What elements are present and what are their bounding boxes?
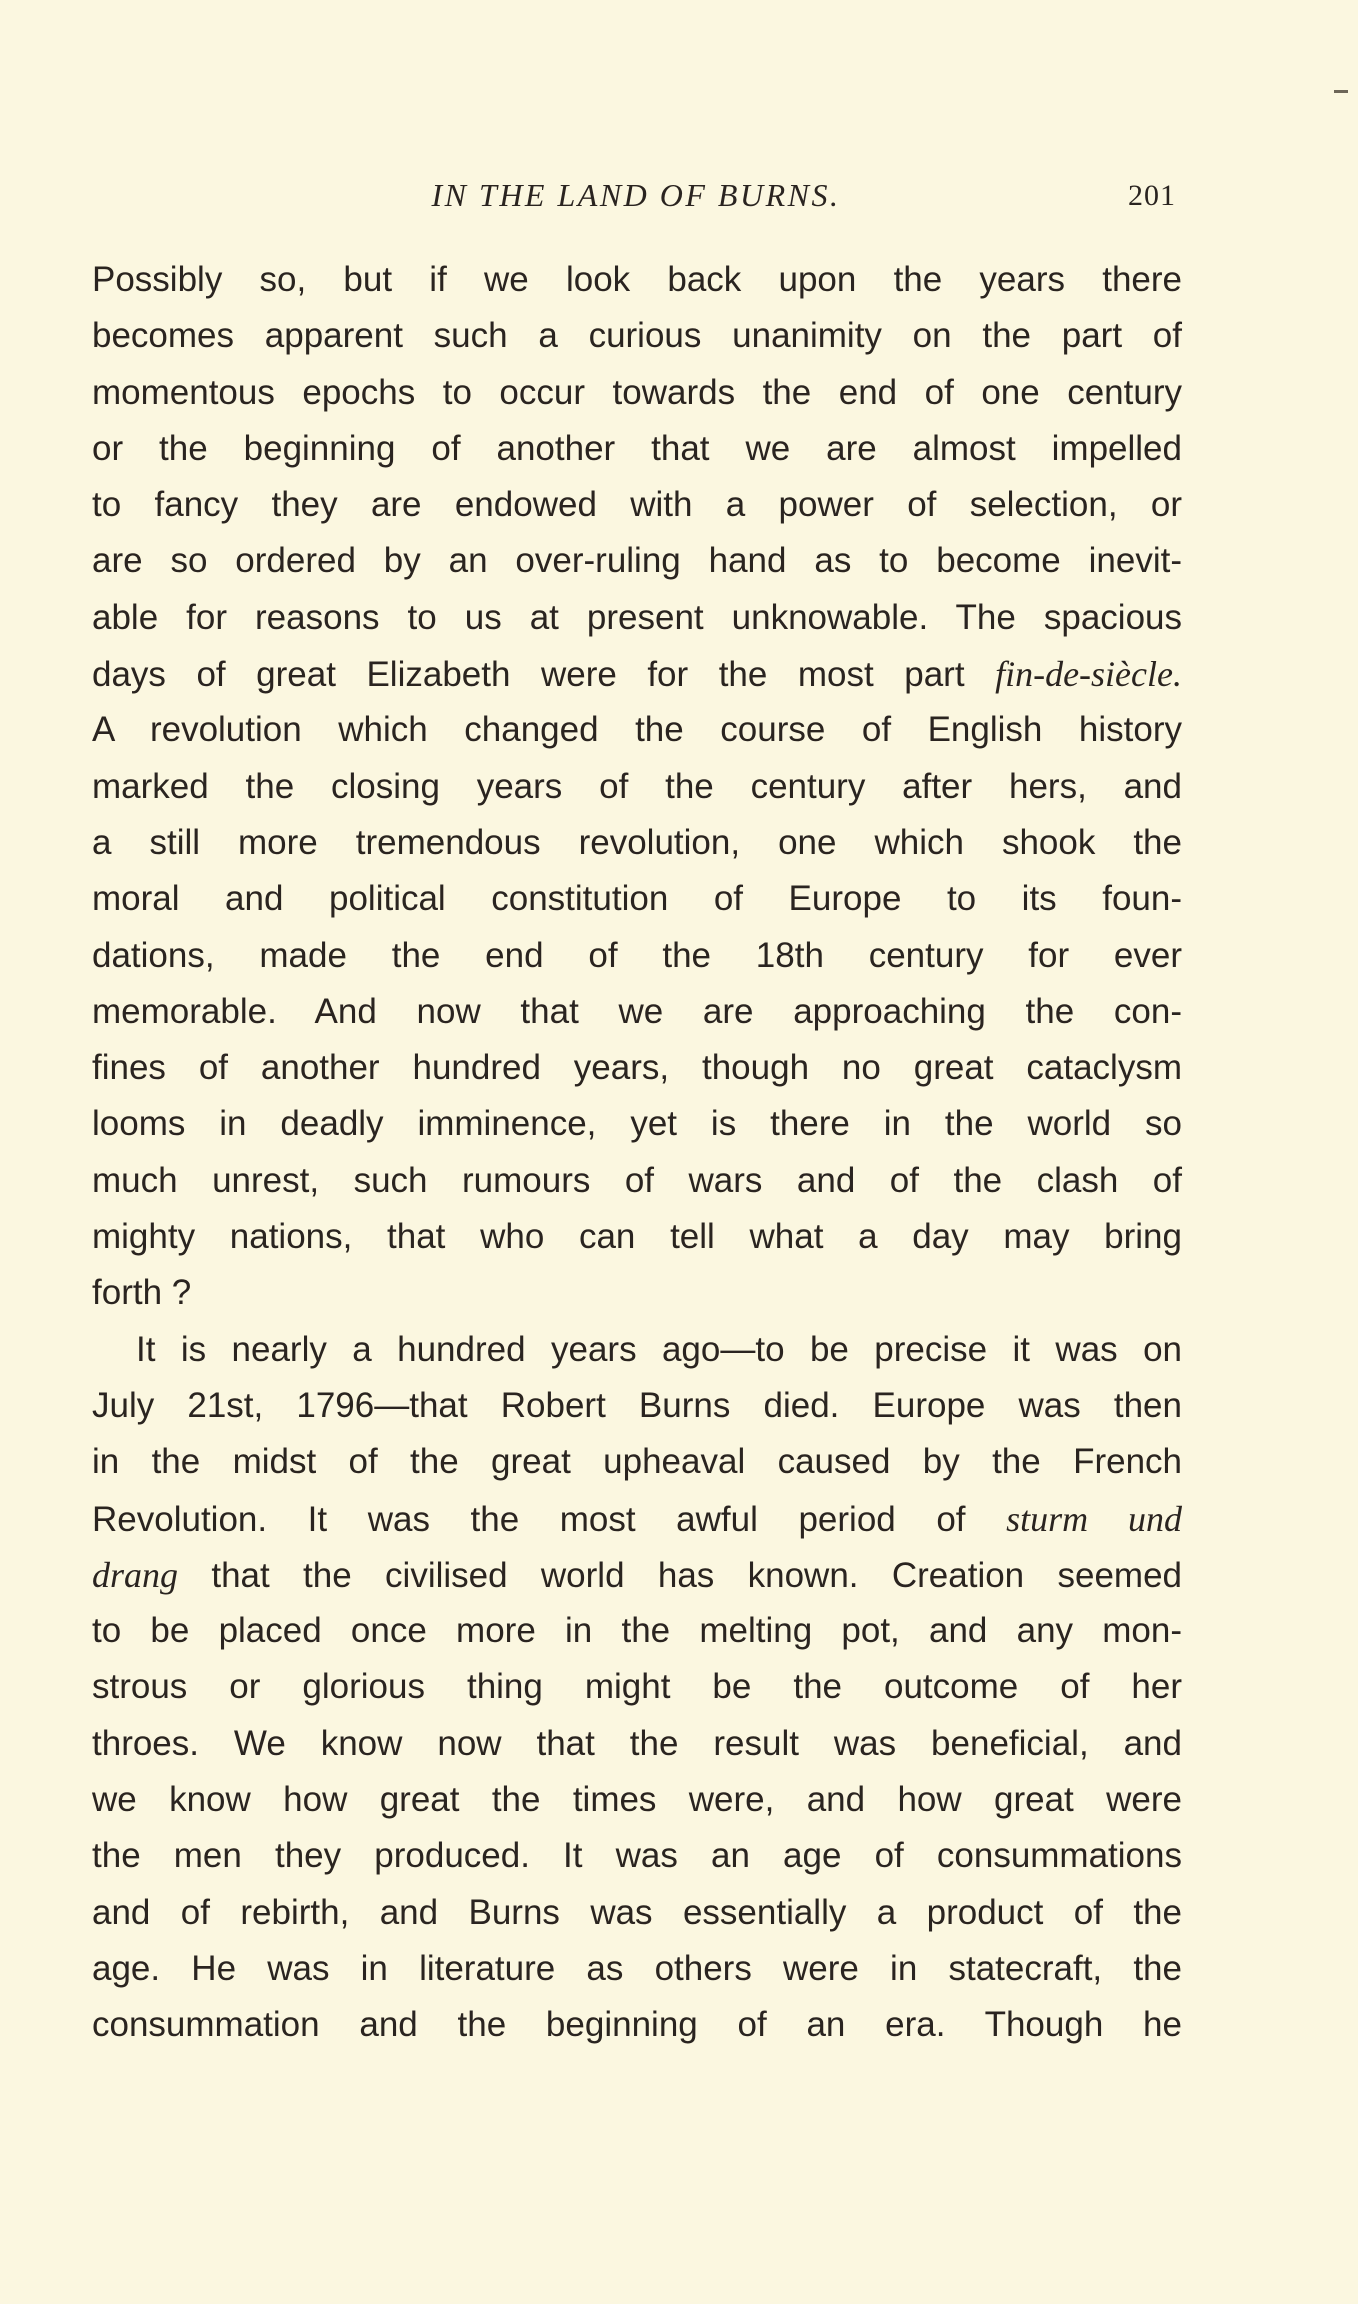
italic-phrase: drang: [92, 1554, 179, 1595]
text-line: Possibly so, but if we look back upon the years there: [92, 260, 1182, 299]
body-text: [92, 252, 1182, 2054]
text-line: and of rebirth, and Burns was essentially a product of the: [92, 1892, 1182, 1932]
text-line: the men they produced. It was an age of consummations: [92, 1836, 1182, 1876]
paragraph-first-line: It is nearly a hundred years ago—to be precise it was on: [136, 1329, 1182, 1369]
running-title: IN THE LAND OF BURNS.: [431, 177, 841, 213]
text-line: moral and political constitution of Europe to its foun-: [92, 879, 1182, 919]
text-line: looms in deadly imminence, yet is there in the world so: [92, 1104, 1182, 1144]
running-header: [92, 177, 1180, 233]
text-line: or the beginning of another that we are almost impelled: [92, 428, 1182, 468]
italic-phrase: sturm und: [1006, 1498, 1182, 1539]
text-run: days of great Elizabeth were for the most part: [92, 655, 996, 695]
text-line: to fancy they are endowed with a power of selection, or: [92, 485, 1182, 525]
text-line: fines of another hundred years, though no great cataclysm: [92, 1048, 1182, 1088]
text-line: throes. We know now that the result was beneficial, and: [92, 1723, 1182, 1763]
text-line: strous or glorious thing might be the outcome of her: [92, 1667, 1182, 1707]
text-line: marked the closing years of the century after hers, and: [92, 766, 1182, 806]
text-line: [92, 1547, 1182, 1603]
text-line: much unrest, such rumours of wars and of the clash of: [92, 1160, 1182, 1200]
text-line: we know how great the times were, and how great were: [92, 1780, 1182, 1820]
text-line: to be placed once more in the melting pot, and any mon-: [92, 1611, 1182, 1651]
text-line: [92, 1491, 1182, 1547]
text-line: A revolution which changed the course of English history: [92, 710, 1182, 750]
text-line: mighty nations, that who can tell what a day may bring: [92, 1217, 1182, 1257]
text-line: able for reasons to us at present unknowable. The spacious: [92, 597, 1182, 637]
text-line: a still more tremendous revolution, one which shook the: [92, 822, 1182, 862]
text-line: in the midst of the great upheaval caused by the French: [92, 1442, 1182, 1482]
text-line: [92, 646, 1182, 702]
text-line: consummation and the beginning of an era. Though he: [92, 2005, 1182, 2045]
text-line: are so ordered by an over-ruling hand as to become inevit-: [92, 541, 1182, 581]
text-run: Revolution. It was the most awful period of: [92, 1499, 1007, 1539]
text-line: July 21st, 1796—that Robert Burns died. Europe was then: [92, 1385, 1182, 1425]
text-run: that the civilised world has known. Creation seemed: [178, 1555, 1182, 1595]
text-line: dations, made the end of the 18th century for ever: [92, 935, 1182, 975]
text-line: forth ?: [92, 1273, 192, 1313]
text-line: memorable. And now that we are approaching the con-: [92, 991, 1182, 1031]
text-line: becomes apparent such a curious unanimity on the part of: [92, 316, 1182, 356]
text-line: age. He was in literature as others were in statecraft, the: [92, 1948, 1182, 1988]
page-edge-mark: [1334, 90, 1348, 93]
text-line: momentous epochs to occur towards the end of one century: [92, 372, 1182, 412]
italic-phrase: fin-de-siècle.: [995, 654, 1182, 695]
page-number: 201: [1128, 179, 1176, 212]
